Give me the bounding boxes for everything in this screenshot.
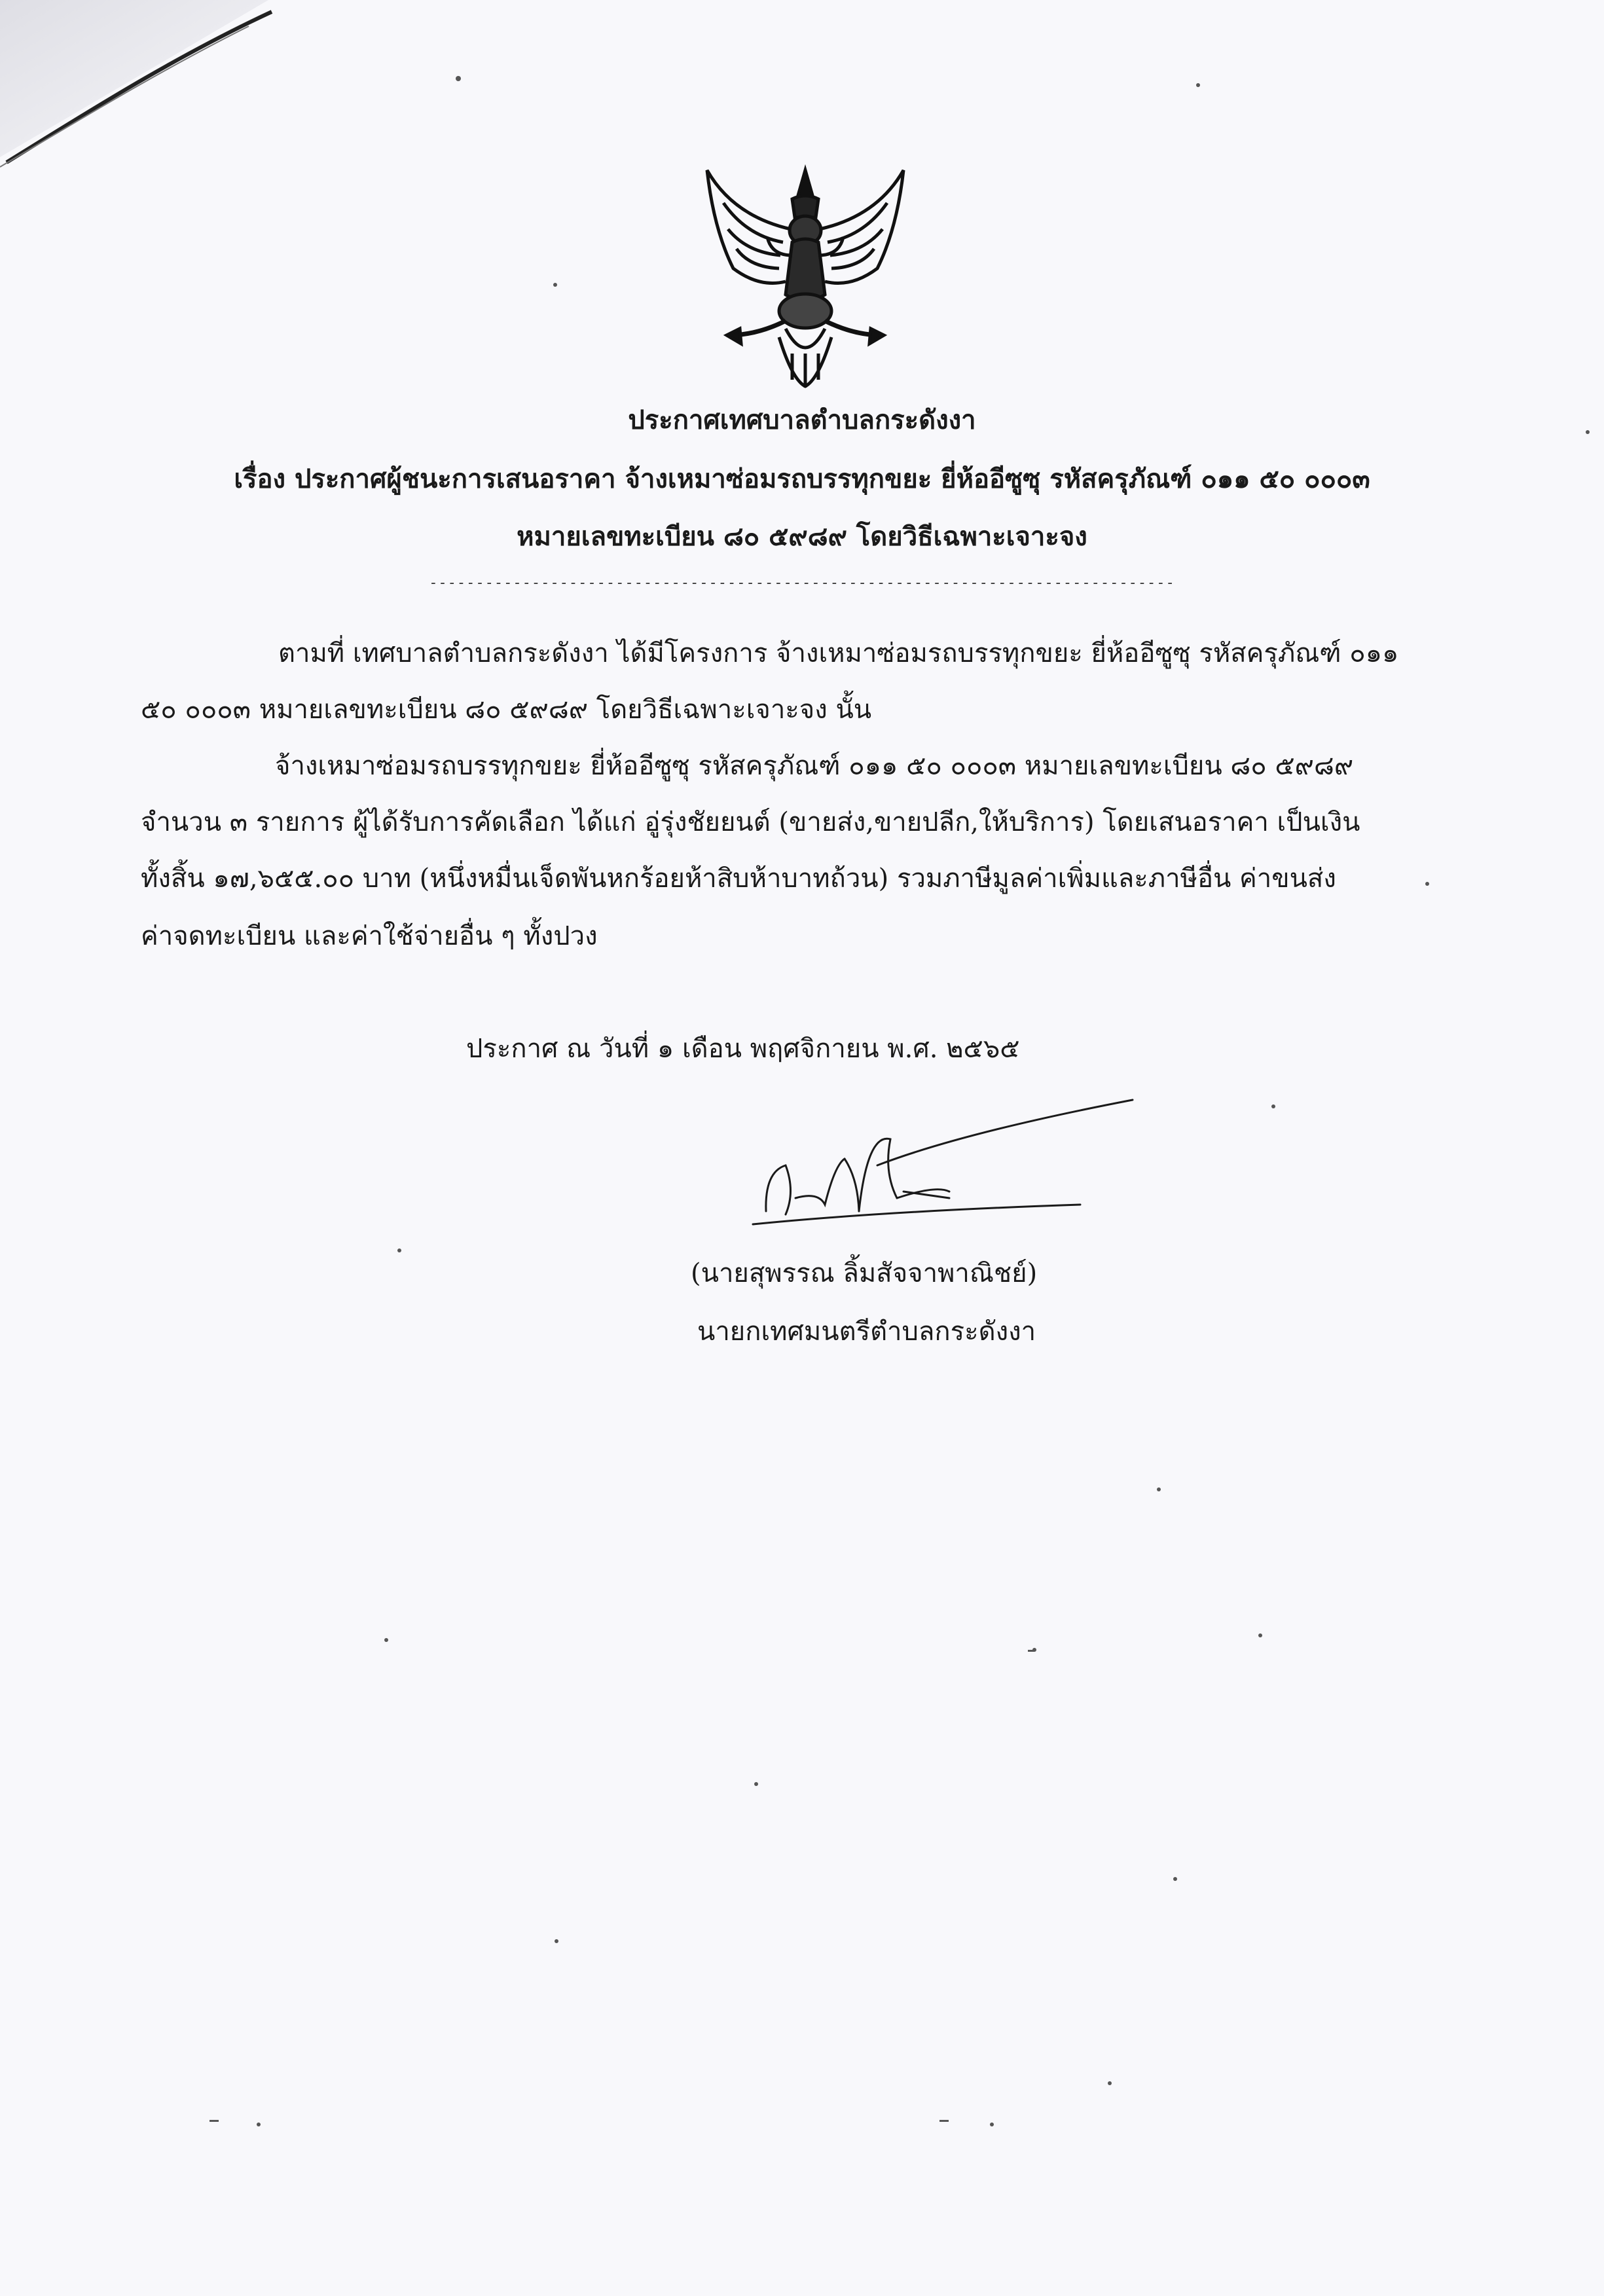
document-subject-continued: หมายเลขทะเบียน ๘๐ ๕๙๘๙ โดยวิธีเฉพาะเจาะจง xyxy=(517,521,1087,552)
paragraph-2-line-4: ค่าจดทะเบียน และค่าใช้จ่ายอื่น ๆ ทั้งปวง xyxy=(141,921,598,951)
document-subject: เรื่อง ประกาศผู้ชนะการเสนอราคา จ้างเหมาซ่อมรถบรรทุกขยะ ยี่ห้ออีซูซุ รหัสครุภัณฑ์ ๐๑๑ ๕๐ ๐๐๐๓ xyxy=(234,464,1370,494)
signer-position: นายกเทศมนตรีตำบลกระดังงา xyxy=(697,1317,1036,1347)
announcement-date: ประกาศ ณ วันที่ ๑ เดือน พฤศจิกายน พ.ศ. ๒๕๖๕ xyxy=(466,1034,1020,1064)
folded-corner-shadow xyxy=(0,0,282,170)
paragraph-2-line-3: ทั้งสิ้น ๑๗,๖๕๕.๐๐ บาท (หนึ่งหมื่นเจ็ดพันหกร้อยห้าสิบห้าบาทถ้วน) รวมภาษีมูลค่าเพิ่มและภาษีอื่น ค่าขนส่ง xyxy=(141,864,1336,894)
paragraph-1-line-2: ๕๐ ๐๐๐๓ หมายเลขทะเบียน ๘๐ ๕๙๘๙ โดยวิธีเฉพาะเจาะจง นั้น xyxy=(141,695,872,725)
handwritten-signature xyxy=(687,1093,1139,1250)
paragraph-2-line-1: จ้างเหมาซ่อมรถบรรทุกขยะ ยี่ห้ออีซูซุ รหัสครุภัณฑ์ ๐๑๑ ๕๐ ๐๐๐๓ หมายเลขทะเบียน ๘๐ ๕๙๘๙ xyxy=(275,751,1354,781)
signer-name: (นายสุพรรณ ลิ้มสัจจาพาณิชย์) xyxy=(691,1258,1038,1288)
paragraph-2-line-2: จำนวน ๓ รายการ ผู้ได้รับการคัดเลือก ได้แก่ อู่รุ่งชัยยนต์ (ขายส่ง,ขายปลีก,ให้บริการ) โดยเสนอราคา เป็นเงิน xyxy=(141,807,1360,837)
document-title: ประกาศเทศบาลตำบลกระดังงา xyxy=(628,405,976,435)
dashed-divider: -------------------------------------------------------------------------------- xyxy=(429,575,1175,591)
paragraph-1-line-1: ตามที่ เทศบาลตำบลกระดังงา ได้มีโครงการ จ้างเหมาซ่อมรถบรรทุกขยะ ยี่ห้ออีซูซุ รหัสครุภัณฑ์ ๐๑๑ xyxy=(278,638,1399,668)
garuda-emblem xyxy=(694,157,917,393)
